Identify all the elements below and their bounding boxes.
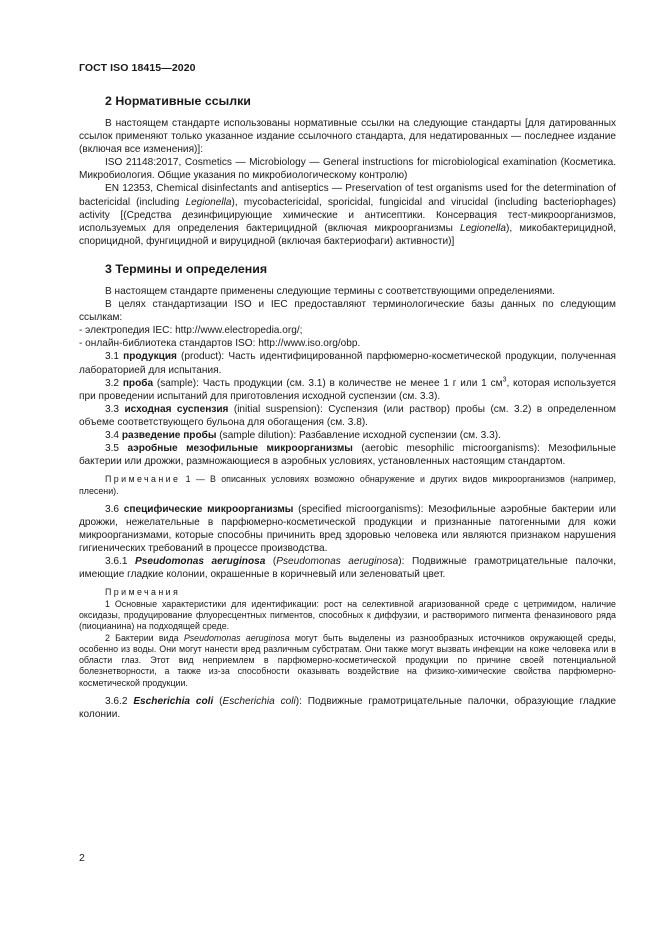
section-3-title: 3 Термины и определения (105, 261, 268, 276)
reference-iso-21148: ISO 21148:2017, Cosmetics — Microbiology — General instructions for microbiological examination (Косметика. Микробиология. Общие указания по микробиологическому контролю) (79, 157, 616, 182)
term-3-6-1: 3.6.1 Pseudomonas aeruginosa (Pseudomonas aeruginosa): Подвижные грамотрицательные палочки, имеющие гладкие колонии, окрашенные в коричневый или зеленоватый цвет. (79, 556, 616, 581)
section-2-intro: В настоящем стандарте использованы нормативные ссылки на следующие стандарты [для датированных ссылок применяют только указанное издание ссылочного стандарта, для недатированных — последнее издание (включая все изменения)]: (79, 118, 616, 156)
iso-obp-link: - онлайн-библиотека стандартов ISO: http://www.iso.org/obp. (79, 338, 361, 350)
term-3-1: 3.1 продукция (product): Часть идентифицированной парфюмерно-косметической продукции, полученная лабораторией для испытания. (79, 351, 616, 376)
notes-3-6-1: Примечания 1 Основные характеристики для идентификации: рост на селективной агаризованной среде с цетримидом, наличие оксидазы, продуцирование флуоресцентных пигментов, способных к диффузии, и растворимого пигмента феназинового ряда (пиоцианина) на подходящей среде. 2 Бактерии вида Pseudomonas aeruginosa могут быть выделены из разнообразных источников окружающей среды, особенно из воды. Они могут нанести вред различным субстратам. Они также могут вызвать инфекции на коже человека или в области глаз. Этот вид неприемлем в парфюмерно-косметической продукции по причине своей потенциальной болезнетворности, а также из-за способности оказывать воздействие на физико-химические свойства парфюмерно-косметической продукции. (79, 587, 616, 688)
section-3-databases: В целях стандартизации ISO и IEC предоставляют терминологические базы данных по следующим ссылкам: (79, 299, 616, 324)
term-3-4: 3.4 разведение пробы (sample dilution): Разбавление исходной суспензии (см. 3.3). (105, 429, 501, 441)
note-1: 1 Основные характеристики для идентификации: рост на селективной агаризованной среде с цетримидом, наличие оксидазы, продуцирование флуоресцентных пигментов, способных к диффузии, и растворимого пигмента феназинового ряда (пиоцианина) на подходящей среде. (79, 598, 616, 632)
reference-en-12353: EN 12353, Chemical disinfectants and antiseptics — Preservation of test organisms used for the determination of bactericidal (including Legionella), mycobactericidal, sporicidal, fungicidal and virucidal (including bacteriophages) activity [(Средства дезинфицирующие химические и антисептики. Консервация тест-микроорганизмов, используемых для определения бактерицидной (включая микроорганизмы Legionella), микобактерицидной, спорицидной, фунгицидной и вируцидной (включая бактериофаги) активности)] (79, 183, 616, 247)
term-3-3: 3.3 исходная суспензия (initial suspension): Суспензия (или раствор) пробы (см. 3.2) в определенном объеме соответствующего бульона для обогащения (см. 3.8). (79, 403, 616, 428)
term-3-5: 3.5 аэробные мезофильные микроорганизмы (aerobic mesophilic microorganisms): Мезофильные бактерии или дрожжи, размножающиеся в аэробных условиях, установленных настоящим стандартом. (79, 443, 616, 468)
document-header: ГОСТ ISO 18415—2020 (79, 62, 196, 74)
note-2: 2 Бактерии вида Pseudomonas aeruginosa могут быть выделены из разнообразных источников окружающей среды, особенно из воды. Они могут нанести вред различным субстратам. Они также могут вызвать инфекции на коже человека или в области глаз. Этот вид неприемлем в парфюмерно-косметической продукции по причине своей потенциальной болезнетворности, а также из-за способности оказывать воздействие на физико-химические свойства парфюмерно-косметической продукции. (79, 632, 616, 688)
term-3-2: 3.2 проба (sample): Часть продукции (см. 3.1) в количестве не менее 1 г или 1 $см^3$, которая используется при проведении испытаний для приготовления исходной суспензии (см. 3.3). (79, 376, 617, 402)
page-number: 2 (79, 852, 85, 864)
term-3-6: 3.6 специфические микроорганизмы (specified microorganisms): Мезофильные аэробные бактерии или дрожжи, нежелательные в парфюмерно-косметической продукции и признанные патогенными для кожи микроорганизмами, которые способны причинить вред здоровью человека или являются признаком нарушения гигиенических требований в процессе производства. (79, 503, 616, 555)
section-2-title: 2 Нормативные ссылки (105, 94, 251, 108)
document-body (79, 94, 616, 721)
note-3-5: Примечание 1 — В описанных условиях возможно обнаружение и других видов микроорганизмов (например, плесени). (79, 474, 616, 496)
section-3-intro: В настоящем стандарте применены следующие термины с соответствующими определениями. (105, 285, 555, 297)
term-3-6-2: 3.6.2 Escherichia coli (Escherichia coli): Подвижные грамотрицательные палочки, образующие гладкие колонии. (79, 696, 616, 721)
electropedia-link: - электропедия IEC: http://www.electropedia.org/; (79, 325, 303, 337)
